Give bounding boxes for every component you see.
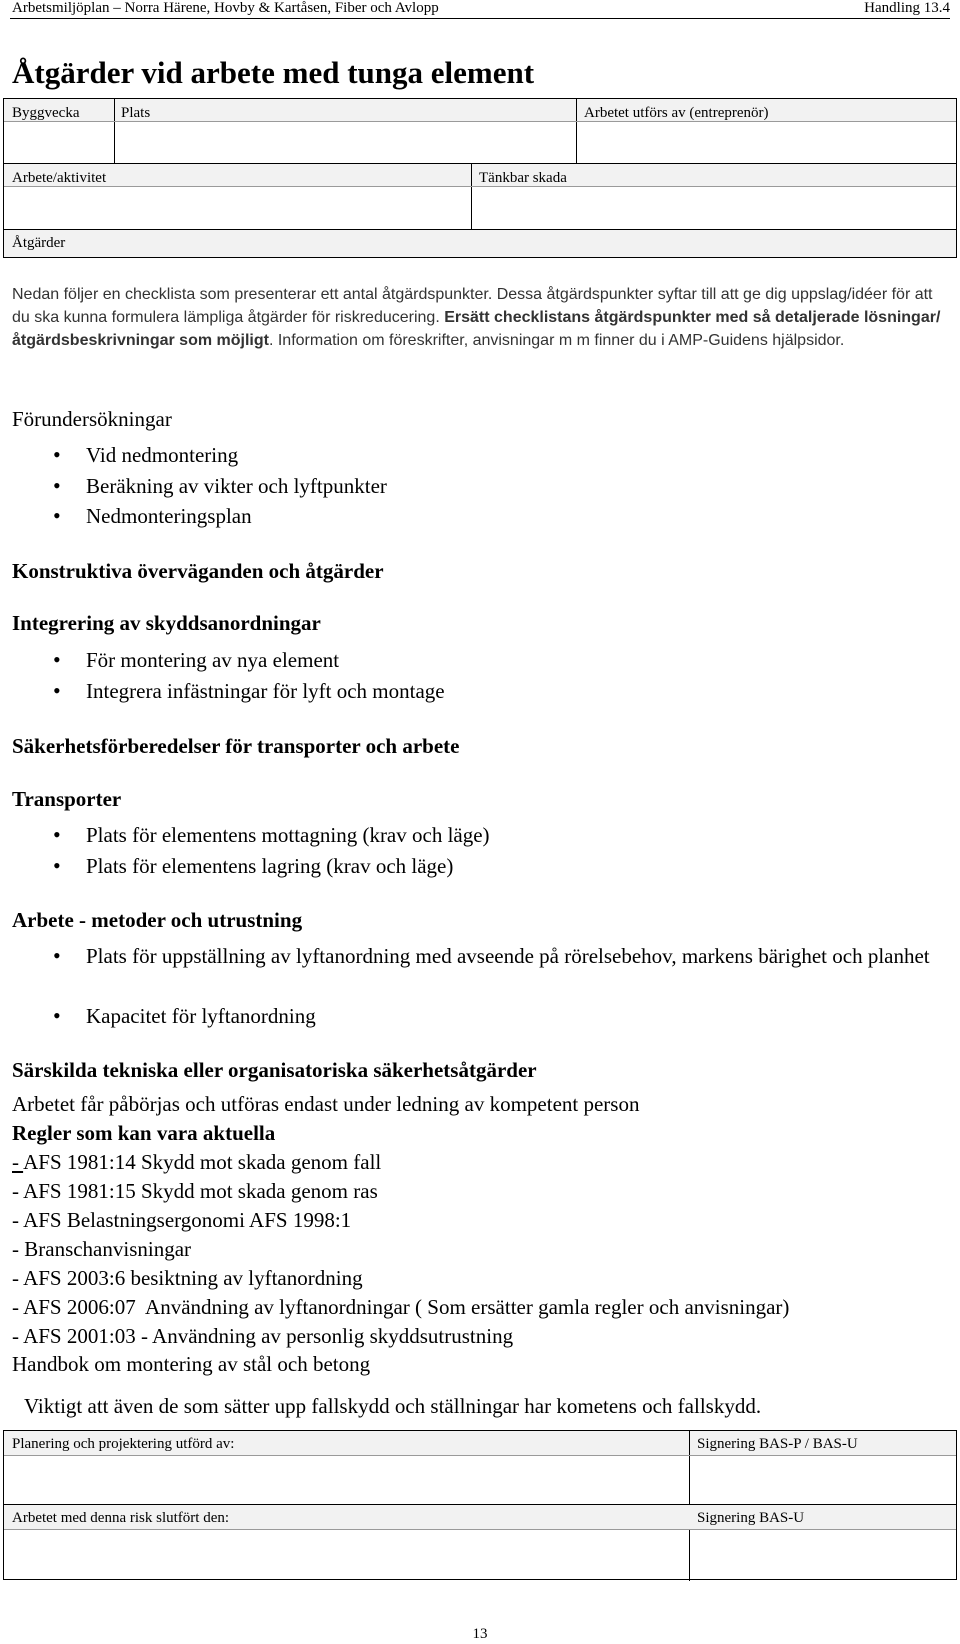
label-arbete-aktivitet: Arbete/aktivitet <box>12 170 107 186</box>
page-title: Åtgärder vid arbete med tunga element <box>12 55 535 90</box>
label-signering-bas-p-u: Signering BAS-P / BAS-U <box>697 1436 858 1452</box>
form-top <box>3 98 957 258</box>
heading-forundersokningar: Förundersökningar <box>12 407 172 431</box>
regel-line <box>12 1148 381 1176</box>
label-plats: Plats <box>121 105 151 121</box>
form-bottom <box>3 1430 957 1580</box>
header-document-title: Arbetsmiljöplan – Norra Härene, Hovby & Kartåsen, Fiber och Avlopp <box>12 0 439 16</box>
sarskilda-text: Arbetet får påbörjas och utföras endast under ledning av kompetent person <box>12 1092 640 1116</box>
regel-line: - AFS 1981:15 Skydd mot skada genom ras <box>12 1179 378 1203</box>
label-entreprenor: Arbetet utförs av (entreprenör) <box>584 105 769 121</box>
list-item: • Vid nedmontering <box>86 441 936 469</box>
label-atgarder: Åtgärder <box>12 235 66 251</box>
label-byggvecka: Byggvecka <box>12 105 80 121</box>
list-item: • För montering av nya element <box>86 646 936 674</box>
list-item: • Nedmonteringsplan <box>86 502 936 530</box>
intro-paragraph <box>12 283 942 352</box>
label-planering: Planering och projektering utförd av: <box>12 1436 235 1452</box>
regel-line: - Branschanvisningar <box>12 1237 192 1261</box>
page-number: 13 <box>472 1626 488 1642</box>
list-item: • Plats för uppställning av lyftanordning med avseende på rörelsebehov, markens bärighet och planhet <box>86 942 936 970</box>
heading-sakerhetsforberedelser: Säkerhetsförberedelser för transporter och arbete <box>12 734 460 758</box>
label-slutfort: Arbetet med denna risk slutfört den: <box>12 1510 230 1526</box>
regel-dash-underlined: - <box>12 1150 24 1174</box>
list-item: • Plats för elementens mottagning (krav och läge) <box>86 821 936 849</box>
list-item: • Kapacitet för lyftanordning <box>86 1002 936 1030</box>
label-tankbar-skada: Tänkbar skada <box>479 170 567 186</box>
list-item: • Beräkning av vikter och lyftpunkter <box>86 472 936 500</box>
regel-line: - AFS 2001:03 - Användning av personlig skyddsutrustning <box>12 1324 514 1348</box>
heading-transporter: Transporter <box>12 787 122 811</box>
heading-konstruktiva: Konstruktiva överväganden och åtgärder <box>12 559 384 583</box>
heading-regler: Regler som kan vara aktuella <box>12 1121 276 1145</box>
list-item: • Integrera infästningar för lyft och montage <box>86 677 936 705</box>
regel-line: - AFS 2006:07 Användning av lyftanordningar ( Som ersätter gamla regler och anvisningar) <box>12 1295 790 1319</box>
intro-bold-instruction: Ersätt checklistans åtgärdspunkter med så detaljerade lösningar/åtgärdsbeskrivningar som möjligt <box>12 309 941 349</box>
intro-text-1: Nedan följer en checklista som presenterar ett antal åtgärdspunkter. Dessa åtgärdspunkter syftar till att ge dig uppslag/idéer för att du ska kunna formulera lämpliga åtgärder för riskreducering. <box>12 286 933 326</box>
page-header <box>10 0 950 19</box>
list-item: • Plats för elementens lagring (krav och läge) <box>86 852 936 880</box>
label-signering-bas-u: Signering BAS-U <box>697 1510 805 1526</box>
regel-text: AFS 1981:14 Skydd mot skada genom fall <box>23 1150 382 1174</box>
regel-line: - AFS Belastningsergonomi AFS 1998:1 <box>12 1208 352 1232</box>
regel-line: - AFS 2003:6 besiktning av lyftanordning <box>12 1266 363 1290</box>
header-handling-number: Handling 13.4 <box>864 0 950 16</box>
heading-sarskilda-atgarder: Särskilda tekniska eller organisatoriska säkerhetsåtgärder <box>12 1058 537 1082</box>
intro-text-2: . Information om föreskrifter, anvisningar m m finner du i AMP-Guidens hjälpsidor. <box>268 332 845 349</box>
heading-arbete-metoder: Arbete - metoder och utrustning <box>12 908 303 932</box>
viktigt-note: Viktigt att även de som sätter upp fallskydd och ställningar har kometens och fallskydd. <box>24 1394 762 1418</box>
heading-integrering: Integrering av skyddsanordningar <box>12 611 321 635</box>
regel-line: Handbok om montering av stål och betong <box>12 1352 371 1376</box>
